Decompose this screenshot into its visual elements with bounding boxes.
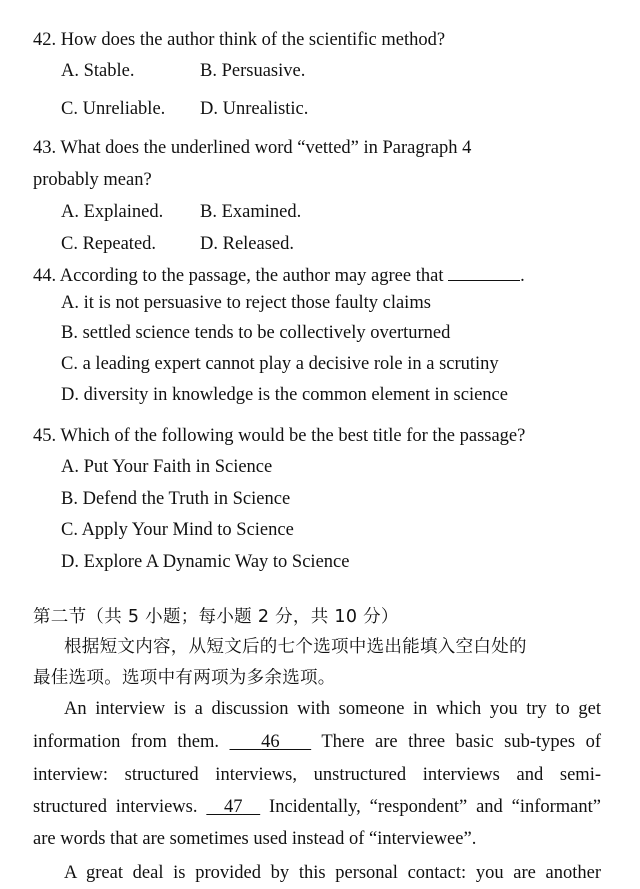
q42-option-c: C. Unreliable.	[61, 99, 166, 119]
q42-option-b: B. Persuasive.	[200, 61, 306, 81]
blank-46-number: 46	[261, 732, 280, 752]
passage-line	[33, 798, 601, 817]
q45-option-a: A. Put Your Faith in Science	[61, 457, 273, 477]
section-instruction-line1: 根据短文内容，从短文后的七个选项中选出能填入空白处的	[64, 637, 527, 657]
q42-stem: 42. How does the author think of the scientific method?	[33, 30, 446, 50]
q44-stem-text: 44. According to the passage, the author may agree that	[33, 266, 444, 286]
passage-line: An interview is a discussion with someone in which you try to get	[64, 699, 601, 719]
q45-option-d: D. Explore A Dynamic Way to Science	[61, 552, 350, 572]
q45-stem: 45. Which of the following would be the best title for the passage?	[33, 426, 526, 446]
q44-option-d: D. diversity in knowledge is the common element in science	[61, 385, 508, 405]
passage-text: Incidentally, “respondent” and “informant”	[269, 797, 601, 817]
passage-text: There are three basic sub-types of	[321, 732, 602, 752]
q44-stem-end: .	[520, 266, 525, 286]
q42-option-a: A. Stable.	[61, 61, 135, 81]
q45-option-c: C. Apply Your Mind to Science	[61, 520, 294, 540]
passage-text: structured interviews.	[33, 797, 198, 817]
q43-option-d: D. Released.	[200, 234, 295, 254]
q44-stem	[33, 266, 525, 286]
blank-47	[206, 797, 260, 817]
q43-stem-line2: probably mean?	[33, 170, 152, 190]
q45-option-b: B. Defend the Truth in Science	[61, 489, 291, 509]
section-instruction-line2: 最佳选项。选项中有两项为多余选项。	[33, 668, 336, 688]
q43-option-c: C. Repeated.	[61, 234, 157, 254]
passage-line: interview: structured interviews, unstructured interviews and semi-	[33, 765, 601, 785]
q43-option-a: A. Explained.	[61, 202, 164, 222]
section-heading: 第二节（共 5 小题；每小题 2 分，共 10 分）	[33, 607, 399, 627]
blank-46	[230, 732, 312, 752]
passage-line	[33, 733, 601, 752]
q44-option-c: C. a leading expert cannot play a decisive role in a scrutiny	[61, 354, 499, 374]
q43-option-b: B. Examined.	[200, 202, 302, 222]
answer-blank	[448, 266, 520, 281]
blank-47-number: 47	[224, 797, 243, 817]
q43-stem-line1: 43. What does the underlined word “vetted” in Paragraph 4	[33, 138, 472, 158]
passage-text: information from them.	[33, 732, 219, 752]
passage-line: A great deal is provided by this personal contact: you are another	[64, 863, 601, 883]
passage-line: are words that are sometimes used instead of “interviewee”.	[33, 829, 477, 849]
q42-option-d: D. Unrealistic.	[200, 99, 309, 119]
q44-option-b: B. settled science tends to be collectively overturned	[61, 323, 451, 343]
q44-option-a: A. it is not persuasive to reject those faulty claims	[61, 293, 431, 313]
